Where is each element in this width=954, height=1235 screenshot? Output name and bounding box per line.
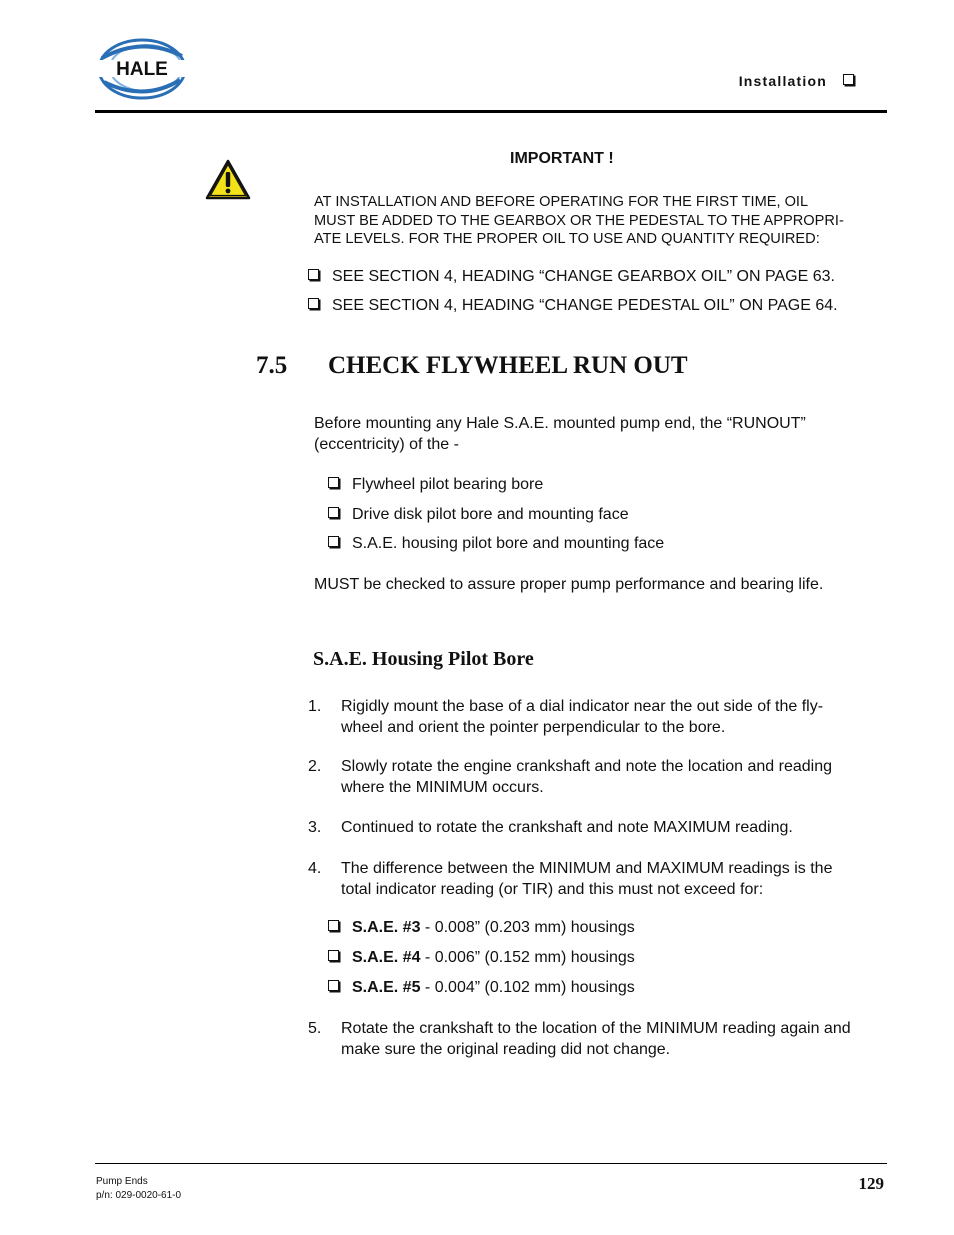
- step-number: 5.: [308, 1020, 322, 1037]
- checkbox-bullet-icon: [328, 980, 339, 991]
- limit-item: [328, 979, 635, 997]
- checkbox-bullet-icon: [308, 269, 319, 280]
- list-item-text: Drive disk pilot bore and mounting face: [352, 506, 629, 523]
- step-item: [308, 818, 888, 839]
- limit-label: S.A.E. #4: [352, 949, 421, 966]
- reference-text: SEE SECTION 4, HEADING “CHANGE GEARBOX OIL” ON PAGE 63.: [332, 268, 835, 285]
- hale-logo-icon: [94, 36, 190, 102]
- step-line: The difference between the MINIMUM and MAXIMUM readings is the: [341, 860, 833, 877]
- footer-doc-title: Pump Ends: [96, 1176, 148, 1187]
- limit-value: - 0.008” (0.203 mm) housings: [420, 919, 635, 936]
- limit-item: [328, 919, 635, 937]
- list-item: [328, 535, 664, 553]
- step-line: total indicator reading (or TIR) and this must not exceed for:: [341, 880, 764, 898]
- limit-value: - 0.006” (0.152 mm) housings: [420, 949, 635, 966]
- important-title: IMPORTANT !: [510, 150, 614, 167]
- section-number: 7.5: [256, 352, 288, 379]
- limit-value: - 0.004” (0.102 mm) housings: [420, 979, 635, 996]
- limit-label: S.A.E. #3: [352, 919, 421, 936]
- step-line: Rigidly mount the base of a dial indicator near the out side of the fly-: [341, 698, 824, 715]
- section-heading: [256, 352, 688, 380]
- step-item: [308, 757, 888, 798]
- reference-item: [308, 268, 835, 286]
- step-line: wheel and orient the pointer perpendicular to the bore.: [341, 718, 726, 736]
- footer-part-number: p/n: 029-0020-61-0: [96, 1190, 182, 1201]
- step-line: Rotate the crankshaft to the location of the MINIMUM reading again and: [341, 1020, 851, 1037]
- list-item: [328, 476, 543, 494]
- header-label-text: Installation: [738, 73, 827, 89]
- intro-line: (eccentricity) of the -: [314, 435, 459, 453]
- section-title: CHECK FLYWHEEL RUN OUT: [328, 352, 688, 379]
- important-notice: [314, 193, 889, 249]
- step-line: Continued to rotate the crankshaft and note MAXIMUM reading.: [341, 819, 793, 836]
- list-item: [328, 506, 629, 524]
- checkbox-bullet-icon: [843, 74, 854, 85]
- checkbox-bullet-icon: [308, 298, 319, 309]
- step-number: 1.: [308, 698, 322, 715]
- notice-line: ATE LEVELS. FOR THE PROPER OIL TO USE AND QUANTITY REQUIRED:: [314, 231, 820, 247]
- notice-line: AT INSTALLATION AND BEFORE OPERATING FOR THE FIRST TIME, OIL: [314, 194, 809, 210]
- limit-label: S.A.E. #5: [352, 979, 421, 996]
- subsection-heading: S.A.E. Housing Pilot Bore: [313, 648, 534, 670]
- step-number: 2.: [308, 758, 322, 775]
- intro-line: Before mounting any Hale S.A.E. mounted pump end, the “RUNOUT”: [314, 415, 806, 432]
- footer-doc-info: [96, 1175, 181, 1203]
- checkbox-bullet-icon: [328, 920, 339, 931]
- header-divider: [95, 110, 887, 113]
- step-line: Slowly rotate the engine crankshaft and note the location and reading: [341, 758, 832, 775]
- footer-divider: [95, 1163, 887, 1164]
- limit-item: [328, 949, 635, 967]
- list-item-text: S.A.E. housing pilot bore and mounting face: [352, 535, 665, 552]
- step-number: 4.: [308, 860, 322, 877]
- step-item: [308, 1019, 888, 1060]
- intro-paragraph: [314, 414, 884, 455]
- reference-item: [308, 297, 838, 315]
- step-item: [308, 697, 888, 738]
- header-section-label: [739, 73, 854, 89]
- checkbox-bullet-icon: [328, 536, 339, 547]
- closing-paragraph: MUST be checked to assure proper pump performance and bearing life.: [314, 576, 824, 593]
- notice-line: MUST BE ADDED TO THE GEARBOX OR THE PEDESTAL TO THE APPROPRI-: [314, 212, 844, 229]
- checkbox-bullet-icon: [328, 507, 339, 518]
- checkbox-bullet-icon: [328, 477, 339, 488]
- step-line: where the MINIMUM occurs.: [341, 778, 544, 796]
- step-line: make sure the original reading did not change.: [341, 1040, 671, 1058]
- checkbox-bullet-icon: [328, 950, 339, 961]
- page-number: 129: [858, 1174, 884, 1193]
- reference-text: SEE SECTION 4, HEADING “CHANGE PEDESTAL OIL” ON PAGE 64.: [332, 297, 838, 314]
- step-number: 3.: [308, 819, 322, 836]
- list-item-text: Flywheel pilot bearing bore: [352, 476, 544, 493]
- step-item: [308, 859, 888, 900]
- logo-text: HALE: [116, 59, 168, 80]
- warning-triangle-icon: [204, 158, 252, 202]
